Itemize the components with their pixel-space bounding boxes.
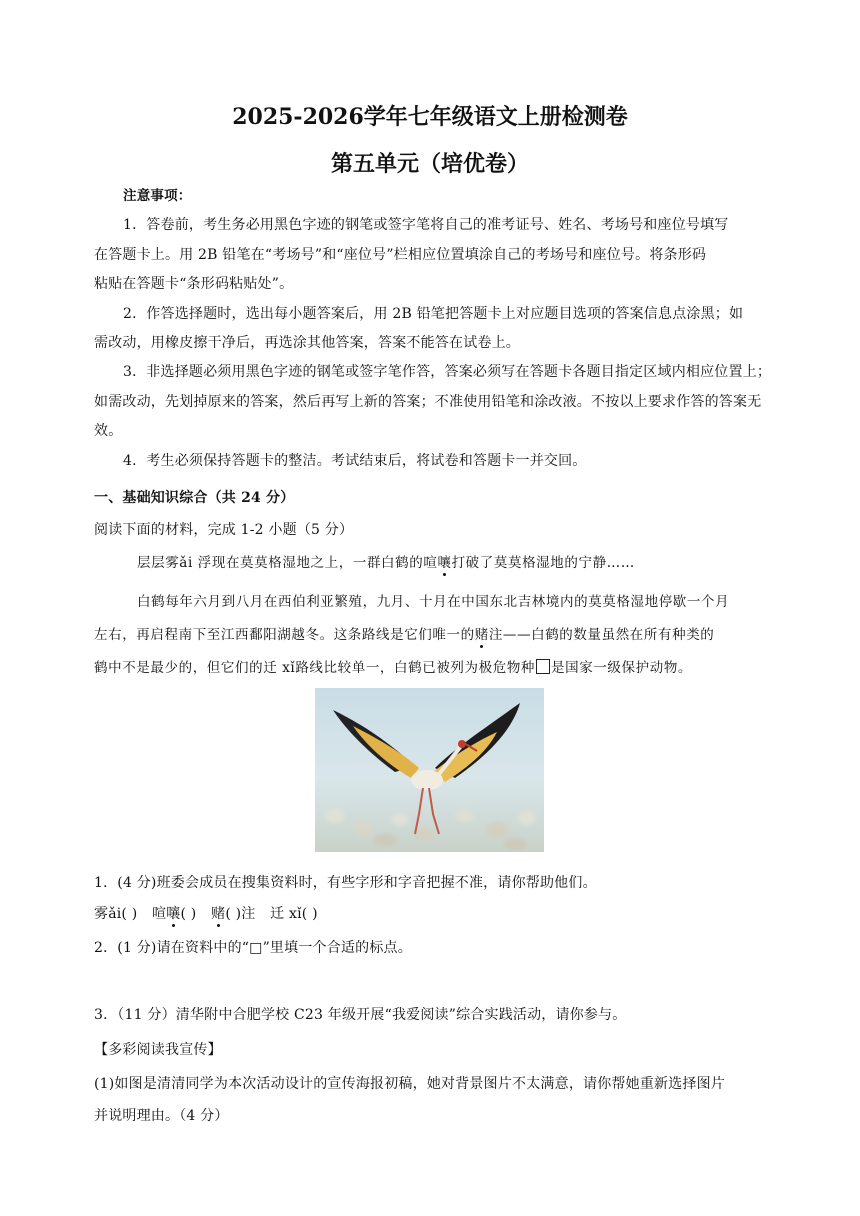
notice-line: 1．答卷前，考生务必用黑色字迹的钢笔或签字笔将自己的准考证号、姓名、考场号和座位号填写 bbox=[123, 217, 729, 233]
notice-line: 效。 bbox=[94, 423, 123, 439]
white-crane-photo-icon bbox=[315, 688, 544, 852]
reading-intro: 阅读下面的材料，完成 1-2 小题（5 分） bbox=[94, 522, 354, 538]
blank-3[interactable]: 赌( )注 bbox=[211, 906, 256, 922]
question-3-part-1: 并说明理由。（4 分） bbox=[94, 1108, 229, 1124]
notice-line: 2．作答选择题时，选出每小题答案后，用 2B 铅笔把答题卡上对应题目选项的答案信息点涂黑；如 bbox=[123, 306, 744, 322]
passage-line: 鹤中不是最少的，但它们的迁 xǐ路线比较单一，白鹤已被列为极危物种 是国家一级保护动物。 bbox=[94, 660, 693, 676]
question-2: 2．(1 分)请在资料中的“□”里填一个合适的标点。 bbox=[94, 940, 412, 956]
question-1-blanks bbox=[94, 903, 318, 923]
exam-subtitle: 第五单元（培优卷） bbox=[330, 151, 529, 177]
blank-4[interactable]: 迁 xǐ( ) bbox=[270, 906, 318, 922]
notice-heading: 注意事项： bbox=[123, 188, 192, 204]
question-3-part-1: (1)如图是清清同学为本次活动设计的宣传海报初稿，她对背景图片不太满意，请你帮她重新选择图片 bbox=[94, 1076, 726, 1092]
question-3: 3．（11 分）清华附中合肥学校 C23 年级开展“我爱阅读”综合实践活动，请你参与。 bbox=[94, 1007, 627, 1023]
section-heading: 一、基础知识综合（共 24 分） bbox=[94, 490, 295, 506]
question-1: 1．(4 分)班委会成员在搜集资料时，有些字形和字音把握不准，请你帮助他们。 bbox=[94, 875, 597, 891]
passage-line: 左右，再启程南下至江西鄱阳湖越冬。这条路线是它们唯一的赌注——白鹤的数量虽然在所有种类的 bbox=[94, 627, 715, 643]
emphasis-char: 赌 bbox=[474, 627, 489, 643]
punctuation-box bbox=[536, 659, 550, 674]
passage-line: 层层雾ǎi 浮现在莫莫格湿地之上，一群白鹤的喧嚷打破了莫莫格湿地的宁静…… bbox=[137, 555, 635, 571]
question-3-subheading: 【多彩阅读我宣传】 bbox=[94, 1042, 222, 1058]
notice-line: 在答题卡上。用 2B 铅笔在“考场号”和“座位号”栏相应位置填涂自己的考场号和座位号。将条形码 bbox=[94, 247, 707, 263]
blank-2[interactable]: 喧嚷( ) bbox=[152, 906, 197, 922]
crane-photo bbox=[315, 688, 544, 852]
notice-line: 3．非选择题必须用黑色字迹的钢笔或签字笔作答，答案必须写在答题卡各题目指定区域内相应位置上； bbox=[123, 364, 772, 380]
emphasis-char: 嚷 bbox=[437, 555, 452, 571]
notice-line: 4．考生必须保持答题卡的整洁。考试结束后，将试卷和答题卡一并交回。 bbox=[123, 453, 587, 469]
passage-line: 白鹤每年六月到八月在西伯利亚繁殖，九月、十月在中国东北吉林境内的莫莫格湿地停歇一个月 bbox=[137, 594, 730, 610]
notice-line: 如需改动，先划掉原来的答案，然后再写上新的答案；不准使用铅笔和涂改液。不按以上要求作答的答案无 bbox=[94, 394, 762, 410]
exam-title: 2025-2026学年七年级语文上册检测卷 bbox=[232, 104, 628, 130]
notice-line: 需改动，用橡皮擦干净后，再选涂其他答案，答案不能答在试卷上。 bbox=[94, 335, 520, 351]
blank-1[interactable]: 雾ǎi( ) bbox=[94, 906, 138, 922]
notice-line: 粘贴在答题卡“条形码粘贴处”。 bbox=[94, 276, 294, 292]
